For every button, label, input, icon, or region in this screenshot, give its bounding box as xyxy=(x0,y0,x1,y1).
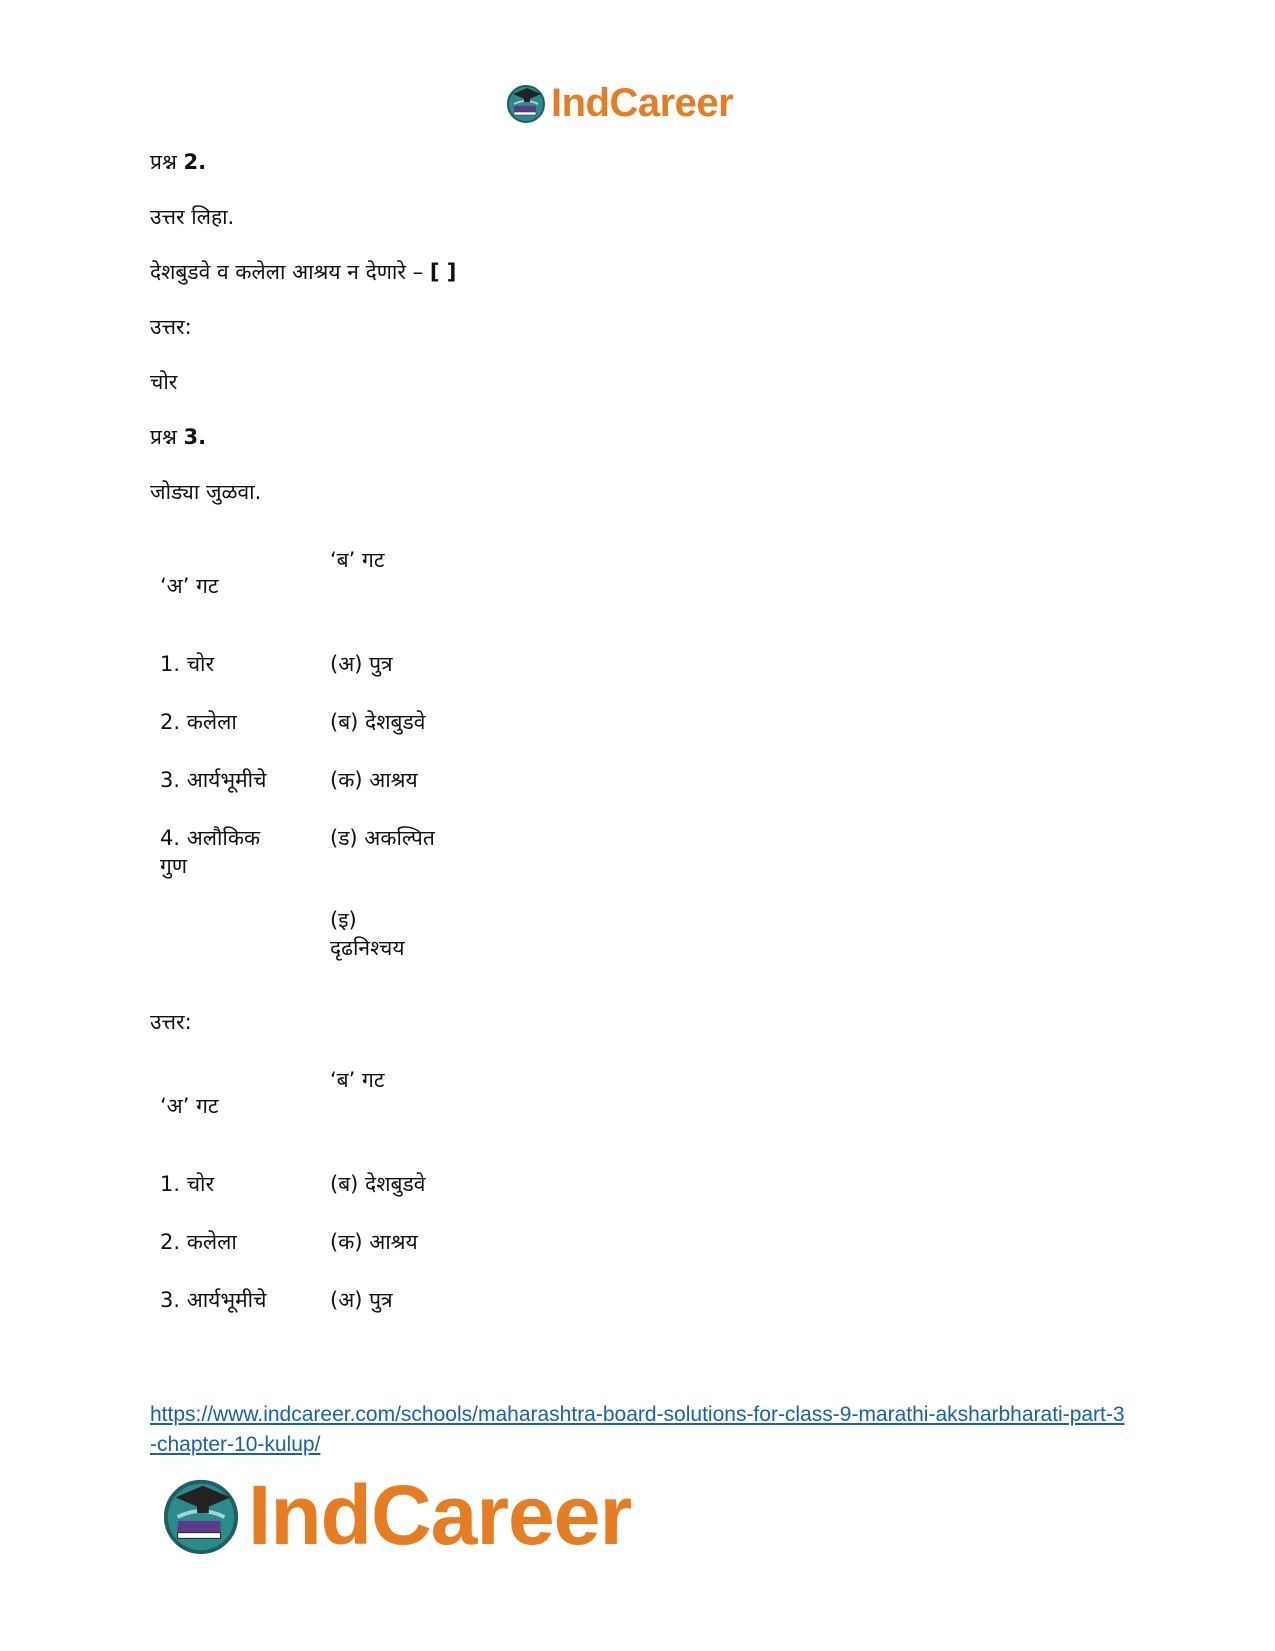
logo-wordmark: IndCareer xyxy=(551,81,734,125)
q2-answer-label: उत्तर: xyxy=(150,315,192,339)
q2-heading xyxy=(150,148,206,176)
table-cell-b: (ड) अकल्पित xyxy=(330,826,435,850)
table-cell-b: (क) आश्रय xyxy=(330,768,418,792)
q2-question xyxy=(150,258,456,286)
q2-label: प्रश्न xyxy=(150,150,177,174)
table-cell-b: (अ) पुत्र xyxy=(330,652,393,676)
col-a-header: ‘अ’ गट xyxy=(160,1094,219,1118)
table-cell-b: (ब) देशबुडवे xyxy=(330,710,426,734)
table-cell-a: 4. अलौकिक गुण xyxy=(160,826,261,878)
table-cell-a: 2. कलेला xyxy=(160,710,237,734)
table-cell-b: (अ) पुत्र xyxy=(330,1288,393,1312)
table-cell-a: 1. चोर xyxy=(160,1172,215,1196)
col-a-header: ‘अ’ गट xyxy=(160,574,219,598)
q2-number: 2. xyxy=(183,150,207,174)
logo-wordmark: IndCareer xyxy=(248,1468,632,1562)
header-logo xyxy=(505,80,733,126)
table-cell-a: 2. कलेला xyxy=(160,1230,237,1254)
col-b-header: ‘ब’ गट xyxy=(330,1068,385,1092)
source-link[interactable]: https://www.indcareer.com/schools/maharashtra-board-solutions-for-class-9-marathi-aksharbharati-part-3-chapter-10-kulup/ xyxy=(150,1403,1125,1456)
col-b-header: ‘ब’ गट xyxy=(330,548,385,572)
q3-heading xyxy=(150,423,206,451)
table-cell-a: 3. आर्यभूमीचे xyxy=(160,768,267,792)
footer-logo xyxy=(160,1468,632,1562)
table-cell-a: 3. आर्यभूमीचे xyxy=(160,1288,267,1312)
q2-instruction: उत्तर लिहा. xyxy=(150,205,235,229)
graduation-globe-icon xyxy=(160,1474,242,1556)
q3-answer-label: उत्तर: xyxy=(150,1010,192,1034)
table-cell-b: (इ) दृढनिश्चय xyxy=(330,908,405,960)
table-cell-b: (ब) देशबुडवे xyxy=(330,1172,426,1196)
q2-question-text: देशबुडवे व कलेला आश्रय न देणारे – xyxy=(150,260,424,284)
table-cell-a: 1. चोर xyxy=(160,652,215,676)
q2-question-blank: [ ] xyxy=(429,260,457,284)
graduation-globe-icon xyxy=(505,82,547,124)
table-cell-b: (क) आश्रय xyxy=(330,1230,418,1254)
q3-instruction: जोड्या जुळवा. xyxy=(150,480,262,504)
q2-answer: चोर xyxy=(150,370,178,394)
q3-number: 3. xyxy=(183,425,207,449)
q3-label: प्रश्न xyxy=(150,425,177,449)
